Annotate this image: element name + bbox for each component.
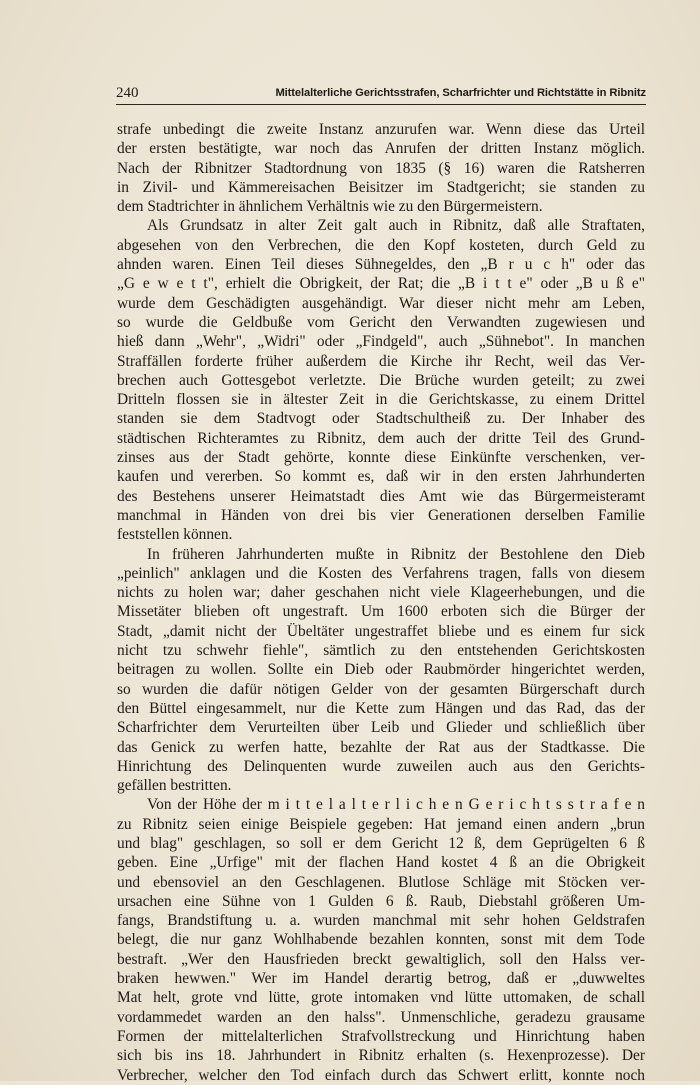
text-line: braken hewwen." Wer im Handel derartig betrog, daß er „duwweltes — [117, 970, 645, 988]
text-line: kaufen und vererben. So kommt es, daß wir in den ersten Jahrhunderten — [117, 468, 645, 486]
text-line: brechen auch Gottesgebot verletzte. Die Brüche wurden geteilt; zu zwei — [117, 371, 645, 389]
paragraph — [117, 545, 645, 796]
text-line: nicht tzu schwehr fiehle", sämtlich zu den entstehenden Gerichtskosten — [117, 642, 645, 660]
text-line: „G e w e t t", erhielt die Obrigkeit, der Rat; die „B i t t e" oder „B u ß e" — [117, 275, 645, 293]
text-line: abgesehen von den Verbrechen, die den Kopf kosteten, durch Geld zu — [117, 236, 645, 254]
text-line: geben. Eine „Urfige" mit der flachen Hand kostet 4 ß an die Obrigkeit — [117, 854, 645, 872]
text-line: zu Ribnitz seien einige Beispiele gegeben: Hat jemand einen andern „brun — [117, 815, 645, 833]
body-text — [117, 120, 645, 1085]
text-line: der ersten bestätigte, war noch das Anrufen der dritten Instanz möglich. — [117, 140, 645, 158]
paragraph — [117, 795, 645, 1084]
page-number: 240 — [116, 85, 139, 101]
text-line: das Genick zu werfen hatte, bezahlte der Rat aus der Stadtkasse. Die — [117, 738, 645, 756]
page-header — [116, 84, 646, 105]
text-line: den Büttel eingesammelt, nur die Kette zum Hängen und das Rad, das der — [117, 699, 645, 717]
text-line: Scharfrichter dem Verurteilten über Leib und Glieder und schließlich über — [117, 719, 645, 737]
text-line: vordammedet warden an den halss". Unmenschliche, geradezu grausame — [117, 1008, 645, 1026]
text-line: Dritteln flossen sie in ältester Zeit in die Gerichtskasse, zu einem Drittel — [117, 391, 645, 409]
text-line: ahnden waren. Einen Teil dieses Sühnegeldes, den „B r u c h" oder das — [117, 256, 645, 274]
text-line: sich bis ins 18. Jahrhundert in Ribnitz erhalten (s. Hexenprozesse). Der — [117, 1047, 645, 1065]
text-line: Als Grundsatz in alter Zeit galt auch in Ribnitz, daß alle Straftaten, — [147, 217, 645, 235]
text-line: fangs, Brandstiftung u. a. wurden manchmal mit sehr hohen Geldstrafen — [117, 912, 645, 930]
text-line: gefällen bestritten. — [117, 777, 232, 795]
text-line: In früheren Jahrhunderten mußte in Ribnitz der Bestohlene den Dieb — [147, 545, 645, 563]
running-head: Mittelalterliche Gerichtsstrafen, Scharfrichter und Richtstätte in Ribnitz — [275, 87, 646, 99]
text-line: Nach der Ribnitzer Stadtordnung von 1835 (§ 16) waren die Ratsherren — [117, 159, 645, 177]
text-line: Straffällen forderte früher außerdem die Kirche ihr Recht, weil das Ver- — [117, 352, 645, 370]
text-line: Hinrichtung des Delinquenten wurde zuweilen auch aus den Gerichts- — [117, 757, 645, 775]
text-line: und ebensoviel an den Geschlagenen. Blutlose Schläge mit Stöcken ver- — [117, 873, 645, 891]
text-line: in Zivil- und Kämmereisachen Beisitzer im Stadtgericht; sie standen zu — [117, 178, 645, 196]
text-line: so wurden die dafür nötigen Gelder von der gesamten Bürgerschaft durch — [117, 680, 645, 698]
text-line: „peinlich" anklagen und die Kosten des Verfahrens tragen, falls von diesem — [117, 564, 645, 582]
text-line: Mat helt, grote vnd lütte, grote intomaken vnd lütte uttomaken, de schall — [117, 989, 645, 1007]
text-line: zinses aus der Stadt gehörte, konnte diese Einkünfte verschenken, ver- — [117, 449, 645, 467]
text-line: bestraft. „Wer den Hausfrieden breckt gewaltiglich, soll den Halss ver- — [117, 950, 645, 968]
paragraph — [117, 216, 645, 544]
text-line: Verbrecher, welcher den Tod einfach durch das Schwert erlitt, konnte noch — [117, 1066, 645, 1084]
text-line: nichts zu holen war; daher geschahen nicht viele Klageerhebungen, und die — [117, 584, 645, 602]
text-line: manchmal in Händen von drei bis vier Generationen derselben Familie — [117, 506, 645, 524]
text-line: dem Stadtrichter in ähnlichem Verhältnis wie zu den Bürgermeistern. — [117, 198, 543, 216]
text-line: strafe unbedingt die zweite Instanz anzurufen war. Wenn diese das Urteil — [117, 121, 645, 138]
text-line: Formen der mittelalterlichen Strafvollstreckung und Hinrichtung haben — [117, 1027, 645, 1045]
paragraph — [117, 120, 645, 216]
text-line: wurde dem Geschädigten ausgehändigt. War dieser nicht mehr am Leben, — [117, 294, 645, 312]
text-line: so wurde die Geldbuße vom Gericht den Verwandten zugewiesen und — [117, 313, 645, 331]
text-line: feststellen können. — [117, 526, 233, 544]
text-line: Missetäter blieben oft ungestraft. Um 1600 erboten sich die Bürger der — [117, 603, 645, 621]
text-line: hieß dann „Wehr", „Widri" oder „Findgeld", auch „Sühnebot". In manchen — [117, 333, 645, 351]
text-line: ursachen eine Sühne von 1 Gulden 6 ß. Raub, Diebstahl größeren Um- — [117, 892, 645, 910]
text-line: und blag" geschlagen, so soll er dem Gericht 12 ß, dem Geprügelten 6 ß — [117, 834, 645, 852]
text-line: belegt, die nur ganz Wohlhabende bezahlen konnten, sonst mit dem Tode — [117, 931, 645, 949]
text-line: beitragen zu wollen. Sollte ein Dieb oder Raubmörder hingerichtet werden, — [117, 661, 645, 679]
text-line: städtischen Richteramtes zu Ribnitz, dem auch der dritte Teil des Grund- — [117, 429, 645, 447]
text-line: des Bestehens unserer Heimatstadt dies Amt wie das Bürgermeisteramt — [117, 487, 645, 505]
text-line: Stadt, „damit nicht der Übeltäter ungestraffet bliebe und es einem fur sick — [117, 622, 645, 640]
text-line: standen sie dem Stadtvogt oder Stadtschultheiß zu. Der Inhaber des — [117, 410, 645, 428]
text-line: Von der Höhe der m i t t e l a l t e r l i c h e n G e r i c h t s s t r a f e n — [147, 796, 645, 814]
